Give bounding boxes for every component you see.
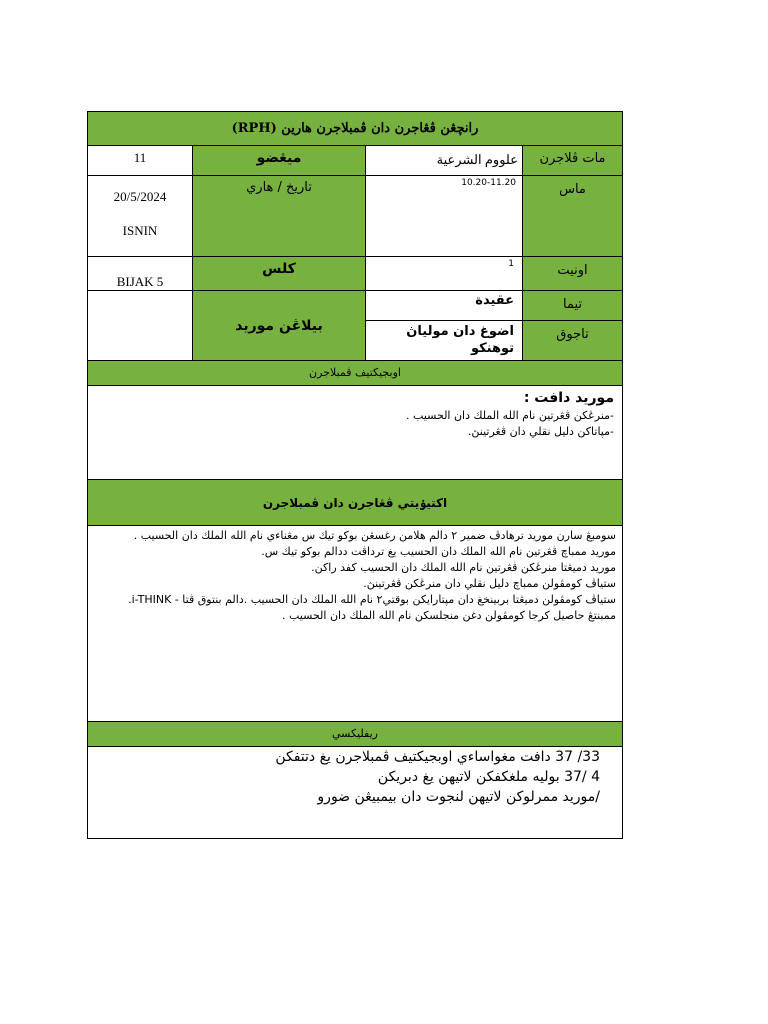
time-label: ماس: [523, 176, 623, 257]
date-cell: [88, 176, 193, 257]
subject-value: علووم الشرعية: [366, 146, 523, 176]
week-label: ميڠضو: [193, 146, 366, 176]
students-value: [88, 291, 193, 361]
theme-value: عقيدة: [366, 291, 523, 321]
class-value: BIJAK 5: [88, 257, 193, 291]
activity-item: موريد ممباچ ڤڠرتين نام الله الملك دان الحسيب يغ ترداڤت ددالم بوكو تيك س.: [261, 545, 616, 558]
subject-label: مات ڤلاجرن: [523, 146, 623, 176]
objectives-intro: موريد دافت :: [523, 390, 614, 406]
activities-heading: اكتيۏيتي ڤڠاجرن دان ڤمبلاجرن: [88, 480, 623, 526]
reflection-line: 33/ 37 دافت مغواساءي اوبجيكتيف ڤمبلاجرن يغ دتتفكن: [275, 749, 600, 765]
unit-value: 1: [366, 257, 523, 291]
students-label: بيلاڠن موريد: [193, 291, 366, 361]
activity-item: موريد دميڠتا منرڠكن ڤڠرتين نام الله الملك دان الحسيب كفد راكن.: [311, 561, 616, 574]
topic-value: اضوغ دان مولياڽ توهنكو: [366, 321, 523, 361]
page-title: رانچڠن ڤڠاجرن دان ڤمبلاجرن هارين (RPH): [88, 112, 623, 146]
objective-item: -مڽاتاكن دليل نقلي دان ڤڠرتينڽ.: [467, 425, 614, 438]
theme-label: تيما: [523, 291, 623, 321]
reflection-line: /موريد ممرلوكن لاتيهن لنجوت دان بيمبيڠن ضورو: [317, 789, 600, 805]
activity-item: ستياڤ كومڤولن ممباچ دليل نقلي دان منرڠكن ڤڠرتينڽ.: [363, 577, 616, 590]
activity-item: سومبڠ سارن موريد ترهادڤ ضمير ٢ دالم هلامن رغسڠن بوكو تيك س مڠناءي نام الله الملك دان الحسيب .: [133, 529, 616, 542]
class-label: كلس: [193, 257, 366, 291]
reflection-heading: ريفليكسي: [88, 722, 623, 747]
date-value: 20/5/2024: [113, 189, 167, 204]
rph-table: [87, 111, 623, 839]
day-value: ISNIN: [122, 223, 158, 238]
objective-item: -منرڠكن ڤڠرتين نام الله الملك دان الحسيب .: [406, 409, 614, 422]
activity-item: ممبنتڠ حاصيل كرجا كومڤولن دغن منجلسكن نام الله الملك دان الحسيب .: [282, 609, 616, 622]
unit-label: اونيت: [523, 257, 623, 291]
objectives-heading: اوبجيكتيف ڤمبلاجرن: [88, 361, 623, 386]
activities-content: [88, 526, 623, 722]
time-value: 10.20-11.20: [366, 176, 523, 257]
week-value: 11: [88, 146, 193, 176]
rph-sheet: [87, 111, 622, 839]
activity-item: ستياڤ كومڤولن دميڠتا بربينخغ دان مڽتارايكن بوقتي٢ نام الله الملك دان الحسيب .دالم بنتوق ڤتا - i-THINK.: [128, 593, 616, 606]
reflection-line: 4 /37 بوليه ملغكفكن لاتيهن يغ دبريكن: [377, 769, 600, 785]
objectives-content: [88, 386, 623, 480]
date-label: تاريخ / هاري: [193, 176, 366, 257]
reflection-content: [88, 747, 623, 839]
topic-label: تاجوق: [523, 321, 623, 361]
